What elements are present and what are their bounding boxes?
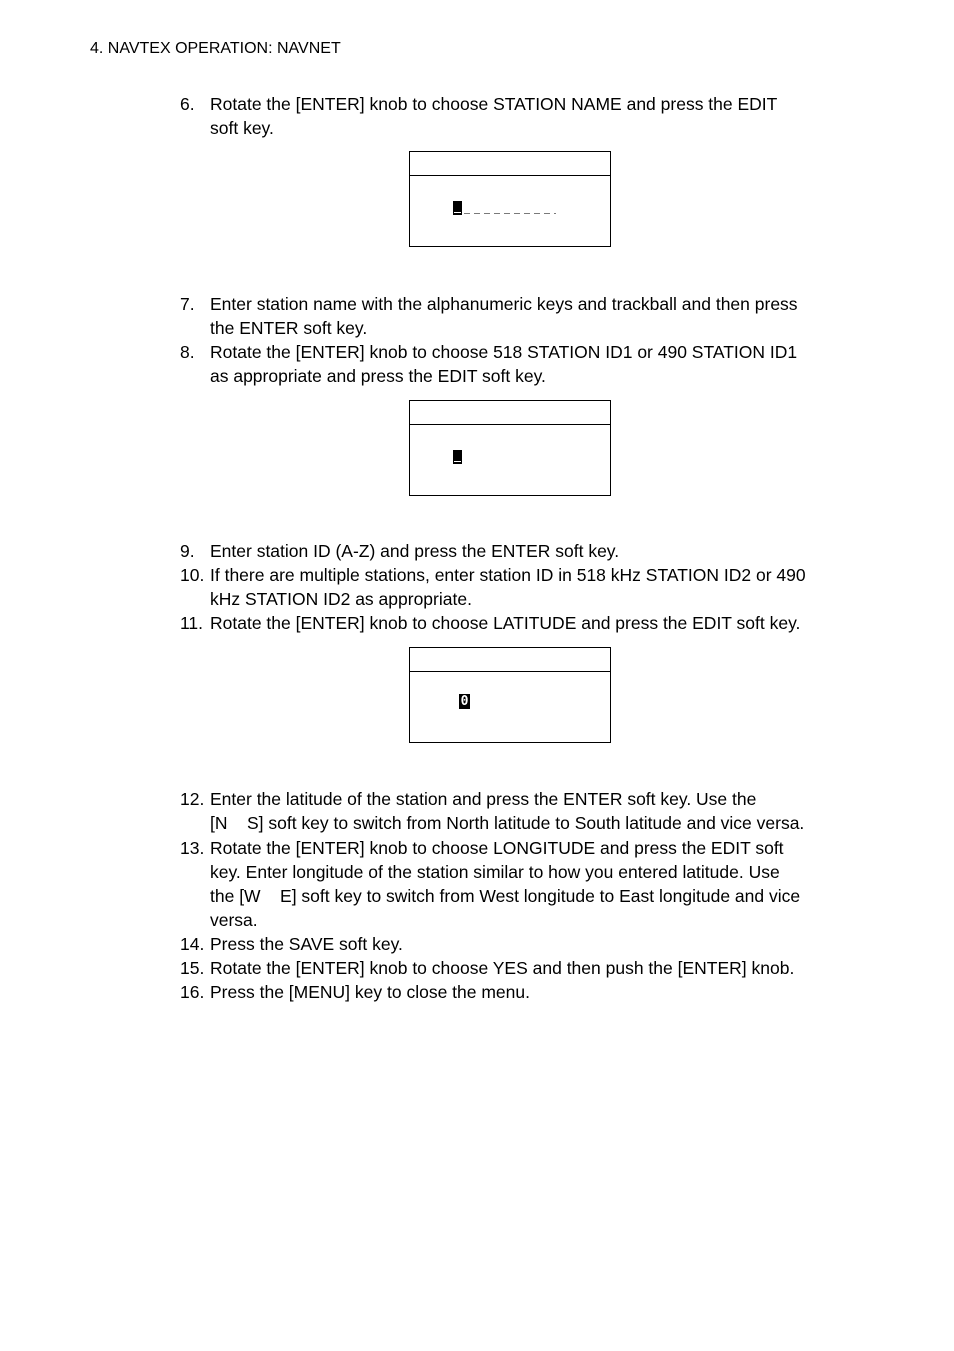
step-text-line: Press the [MENU] key to close the menu. <box>210 982 530 1002</box>
step-text <box>210 292 845 340</box>
step-text-line: Enter station ID (A-Z) and press the ENTER soft key. <box>210 541 620 561</box>
step-text <box>210 563 845 611</box>
step-number: 15. <box>180 958 205 978</box>
step-text-line: soft key. <box>210 118 274 138</box>
step-text-line: Enter station name with the alphanumeric keys and trackball and then press <box>210 294 798 314</box>
step-text-line: the ENTER soft key. <box>210 318 368 338</box>
step-text <box>210 539 845 563</box>
step-text-line: Press the SAVE soft key. <box>210 934 403 954</box>
step-number: 14. <box>180 934 205 954</box>
step-text-line: Enter the latitude of the station and press the ENTER soft key. Use the <box>210 789 757 809</box>
step-text-line: kHz STATION ID2 as appropriate. <box>210 589 472 609</box>
step-text-line: as appropriate and press the EDIT soft key. <box>210 366 546 386</box>
station-id-edit-screen <box>409 400 611 496</box>
input-cursor <box>453 201 462 215</box>
step-number: 10. <box>180 565 205 585</box>
input-cursor <box>453 450 462 464</box>
screen-title-bar <box>410 648 610 672</box>
step-number: 13. <box>180 838 205 858</box>
step-text <box>210 787 845 835</box>
step-text <box>210 340 845 388</box>
step-number: 6. <box>180 94 195 114</box>
step-text <box>210 956 845 980</box>
step-text <box>210 611 845 635</box>
step-number: 16. <box>180 982 205 1002</box>
step-text-line: key. Enter longitude of the station similar to how you entered latitude. Use <box>210 862 780 882</box>
input-placeholder-dashes <box>464 213 556 214</box>
step-number: 9. <box>180 541 195 561</box>
step-number: 11. <box>180 613 204 633</box>
step-text-line: Rotate the [ENTER] knob to choose LONGITUDE and press the EDIT soft <box>210 838 784 858</box>
step-text-line: Rotate the [ENTER] knob to choose LATITUDE and press the EDIT soft key. <box>210 613 801 633</box>
step-text <box>210 932 845 956</box>
step-text-line: Rotate the [ENTER] knob to choose 518 STATION ID1 or 490 STATION ID1 <box>210 342 798 362</box>
step-text-line: If there are multiple stations, enter station ID in 518 kHz STATION ID2 or 490 <box>210 565 806 585</box>
latitude-digit-cursor: 0 <box>460 694 469 709</box>
screen-title-bar <box>410 401 610 425</box>
latitude-edit-screen <box>409 647 611 743</box>
step-text <box>210 836 845 932</box>
station-name-edit-screen <box>409 151 611 247</box>
step-number: 12. <box>180 789 205 809</box>
step-number: 7. <box>180 294 195 314</box>
running-header: 4. NAVTEX OPERATION: NAVNET <box>90 40 341 57</box>
step-text-line: [N S] soft key to switch from North latitude to South latitude and vice versa. <box>210 813 805 833</box>
step-text <box>210 980 845 1004</box>
step-text <box>210 92 845 140</box>
step-text-line: Rotate the [ENTER] knob to choose YES and then push the [ENTER] knob. <box>210 958 795 978</box>
step-text-line: the [W E] soft key to switch from West longitude to East longitude and vice <box>210 886 801 906</box>
step-number: 8. <box>180 342 195 362</box>
screen-title-bar <box>410 152 610 176</box>
step-text-line: versa. <box>210 910 258 930</box>
step-text-line: Rotate the [ENTER] knob to choose STATION NAME and press the EDIT <box>210 94 778 114</box>
